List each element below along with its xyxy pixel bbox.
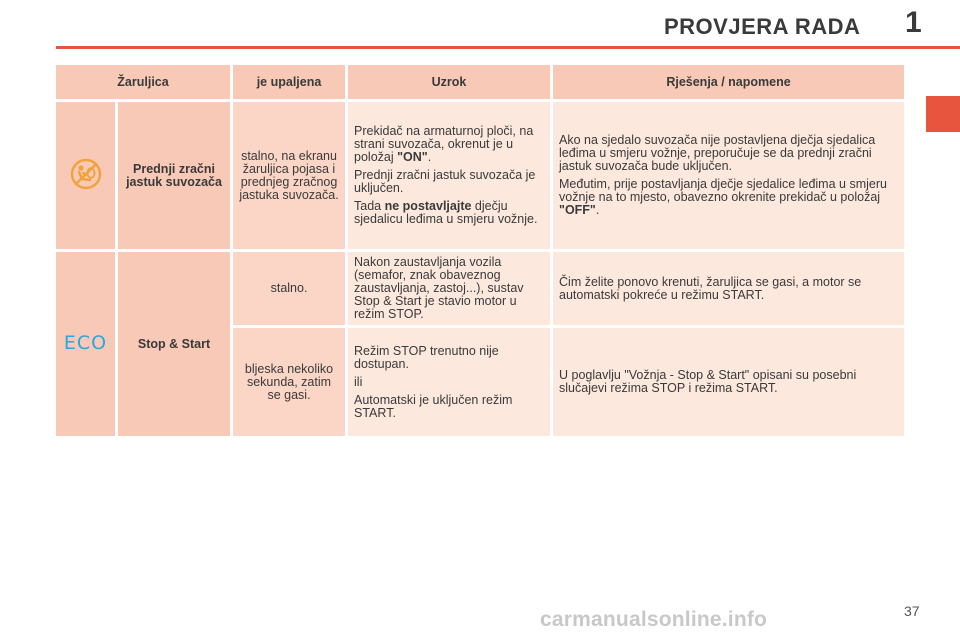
airbag-icon-cell bbox=[56, 102, 115, 249]
airbag-cause bbox=[348, 102, 550, 249]
stopstart-cause-1: Nakon zaustavljanja vozila (semafor, znak obaveznog zaustavljanja, zastoj...), sustav Stop & Start je stavio motor u režim STOP. bbox=[348, 252, 550, 325]
airbag-cause-paragraph-3: Tada ne postavljajte dječju sjedalicu leđima u smjeru vožnje. bbox=[354, 199, 538, 226]
title-rule bbox=[56, 46, 960, 49]
col-header-lit: je upaljena bbox=[233, 65, 345, 99]
eco-icon-cell bbox=[56, 252, 115, 436]
stopstart-solution-2: U poglavlju "Vožnja - Stop & Start" opisani su posebni slučajevi režima STOP i režima START. bbox=[553, 328, 904, 436]
airbag-solution-paragraph-1: Ako na sjedalo suvozača nije postavljena dječja sjedalica leđima u smjeru vožnje, preporučuje se da prednji zračni jastuk suvozača bude uključen. bbox=[559, 133, 876, 173]
stopstart-cause-2-paragraph-2: ili bbox=[354, 374, 363, 389]
airbag-solution bbox=[553, 102, 904, 249]
passenger-airbag-off-icon bbox=[69, 157, 103, 191]
stopstart-solution-1: Čim želite ponovo krenuti, žaruljica se gasi, a motor se automatski pokreće u režimu START. bbox=[553, 252, 904, 325]
airbag-lit-state: stalno, na ekranu žaruljica pojasa i prednjeg zračnog jastuka suvozača. bbox=[233, 102, 345, 249]
stopstart-lit-state-1: stalno. bbox=[233, 252, 345, 325]
watermark: carmanualsonline.info bbox=[540, 608, 768, 631]
airbag-cause-paragraph-2: Prednji zračni jastuk suvozača je uključen. bbox=[354, 168, 536, 195]
airbag-solution-paragraph-2: Međutim, prije postavljanja dječje sjedalice leđima u smjeru vožnje na to mjesto, obavezno okrenite prekidač u položaj "OFF". bbox=[559, 177, 887, 217]
warning-lamp-table bbox=[53, 62, 907, 439]
page-title: PROVJERA RADA bbox=[664, 14, 861, 39]
stopstart-lamp-name: Stop & Start bbox=[118, 252, 230, 436]
stopstart-cause-2-paragraph-1: Režim STOP trenutno nije dostupan. bbox=[354, 343, 499, 371]
chapter-tab bbox=[926, 96, 960, 132]
col-header-solution: Rješenja / napomene bbox=[553, 65, 904, 99]
page-number: 37 bbox=[904, 603, 920, 619]
stopstart-cause-2-paragraph-3: Automatski je uključen režim START. bbox=[354, 392, 513, 420]
table-row-stopstart-1 bbox=[56, 252, 904, 325]
stopstart-lit-state-2: bljeska nekoliko sekunda, zatim se gasi. bbox=[233, 328, 345, 436]
stopstart-cause-2 bbox=[348, 328, 550, 436]
airbag-cause-paragraph-1: Prekidač na armaturnoj ploči, na strani suvozača, okrenut je u položaj "ON". bbox=[354, 124, 534, 164]
col-header-cause: Uzrok bbox=[348, 65, 550, 99]
airbag-lamp-name: Prednji zračni jastuk suvozača bbox=[118, 102, 230, 249]
col-header-lamp: Žaruljica bbox=[56, 65, 230, 99]
table-header-row bbox=[56, 65, 904, 99]
chapter-number: 1 bbox=[905, 6, 922, 39]
table-row-airbag bbox=[56, 102, 904, 249]
eco-icon: ECO bbox=[63, 331, 108, 354]
